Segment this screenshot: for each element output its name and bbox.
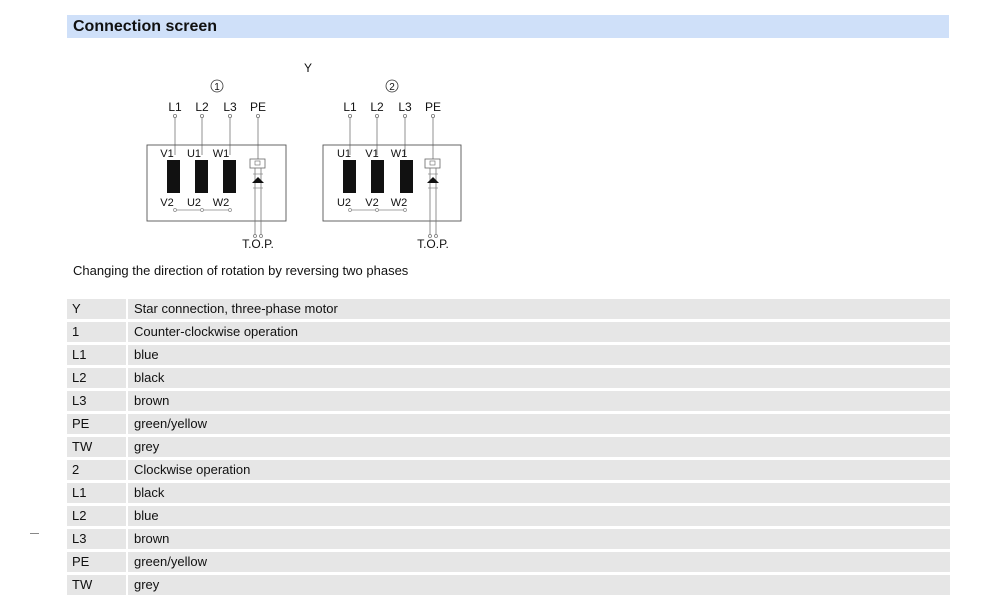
terminal-label-l3: L3	[398, 100, 412, 114]
connection-diagram	[0, 0, 1000, 260]
table-row	[67, 322, 950, 342]
legend-key: PE	[67, 414, 126, 434]
winding-top-label: U1	[336, 148, 352, 160]
legend-value: blue	[128, 345, 950, 365]
legend-value: Counter-clockwise operation	[128, 322, 950, 342]
winding-block	[195, 160, 208, 193]
terminal-label-pe: PE	[424, 100, 442, 114]
protector-label: T.O.P.	[417, 237, 449, 251]
section-title: Connection screen	[73, 18, 218, 35]
table-row	[67, 414, 950, 434]
protector-label: T.O.P.	[242, 237, 274, 251]
winding-top-label: V1	[365, 148, 379, 160]
table-row	[67, 529, 950, 549]
legend-value: Clockwise operation	[128, 460, 950, 480]
table-row	[67, 299, 950, 319]
thermal-protector	[250, 159, 265, 238]
diagram-caption: Changing the direction of rotation by reversing two phases	[73, 263, 409, 278]
legend-value: black	[128, 368, 950, 388]
winding-block	[223, 160, 236, 193]
terminal-label-l1: L1	[343, 100, 357, 114]
winding-block	[167, 160, 180, 193]
margin-mark	[30, 533, 39, 534]
legend-key: PE	[67, 552, 126, 572]
terminal-label-l2: L2	[370, 100, 384, 114]
box-number: 2	[389, 82, 395, 93]
connection-type-label: Y	[303, 61, 313, 75]
winding-top-label: W1	[212, 148, 230, 160]
legend-key: TW	[67, 437, 126, 457]
terminal-label-l3: L3	[223, 100, 237, 114]
legend-value: brown	[128, 529, 950, 549]
terminal-box-1	[147, 80, 286, 251]
legend-key: L1	[67, 483, 126, 503]
table-row	[67, 552, 950, 572]
legend-key: L2	[67, 506, 126, 526]
table-row	[67, 391, 950, 411]
winding-block	[343, 160, 356, 193]
table-row	[67, 506, 950, 526]
winding-bottom-label: U2	[186, 197, 202, 209]
terminal-label-l1: L1	[168, 100, 182, 114]
winding-block	[371, 160, 384, 193]
legend-key: Y	[67, 299, 126, 319]
table-row	[67, 368, 950, 388]
winding-top-label: U1	[186, 148, 202, 160]
legend-key: L3	[67, 529, 126, 549]
legend-key: L2	[67, 368, 126, 388]
winding-bottom-label: U2	[336, 197, 352, 209]
legend-value: green/yellow	[128, 552, 950, 572]
legend-value: green/yellow	[128, 414, 950, 434]
legend-key: L1	[67, 345, 126, 365]
winding-bottom-label: V2	[160, 197, 174, 209]
table-row	[67, 460, 950, 480]
terminal-box-2	[323, 80, 461, 251]
winding-top-label: W1	[390, 148, 408, 160]
table-row	[67, 575, 950, 595]
terminal-label-l2: L2	[195, 100, 209, 114]
winding-bottom-label: W2	[390, 197, 408, 209]
legend-key: TW	[67, 575, 126, 595]
table-row	[67, 437, 950, 457]
terminal-label-pe: PE	[249, 100, 267, 114]
thermal-protector	[425, 159, 440, 238]
legend-key: L3	[67, 391, 126, 411]
winding-bottom-label: V2	[365, 197, 379, 209]
box-number: 1	[214, 82, 220, 93]
legend-value: blue	[128, 506, 950, 526]
legend-value: black	[128, 483, 950, 503]
table-row	[67, 483, 950, 503]
legend-value: brown	[128, 391, 950, 411]
legend-table	[67, 296, 950, 598]
legend-key: 2	[67, 460, 126, 480]
winding-top-label: V1	[160, 148, 174, 160]
table-row	[67, 345, 950, 365]
legend-key: 1	[67, 322, 126, 342]
winding-bottom-label: W2	[212, 197, 230, 209]
legend-value: grey	[128, 437, 950, 457]
legend-value: Star connection, three-phase motor	[128, 299, 950, 319]
winding-block	[400, 160, 413, 193]
legend-value: grey	[128, 575, 950, 595]
